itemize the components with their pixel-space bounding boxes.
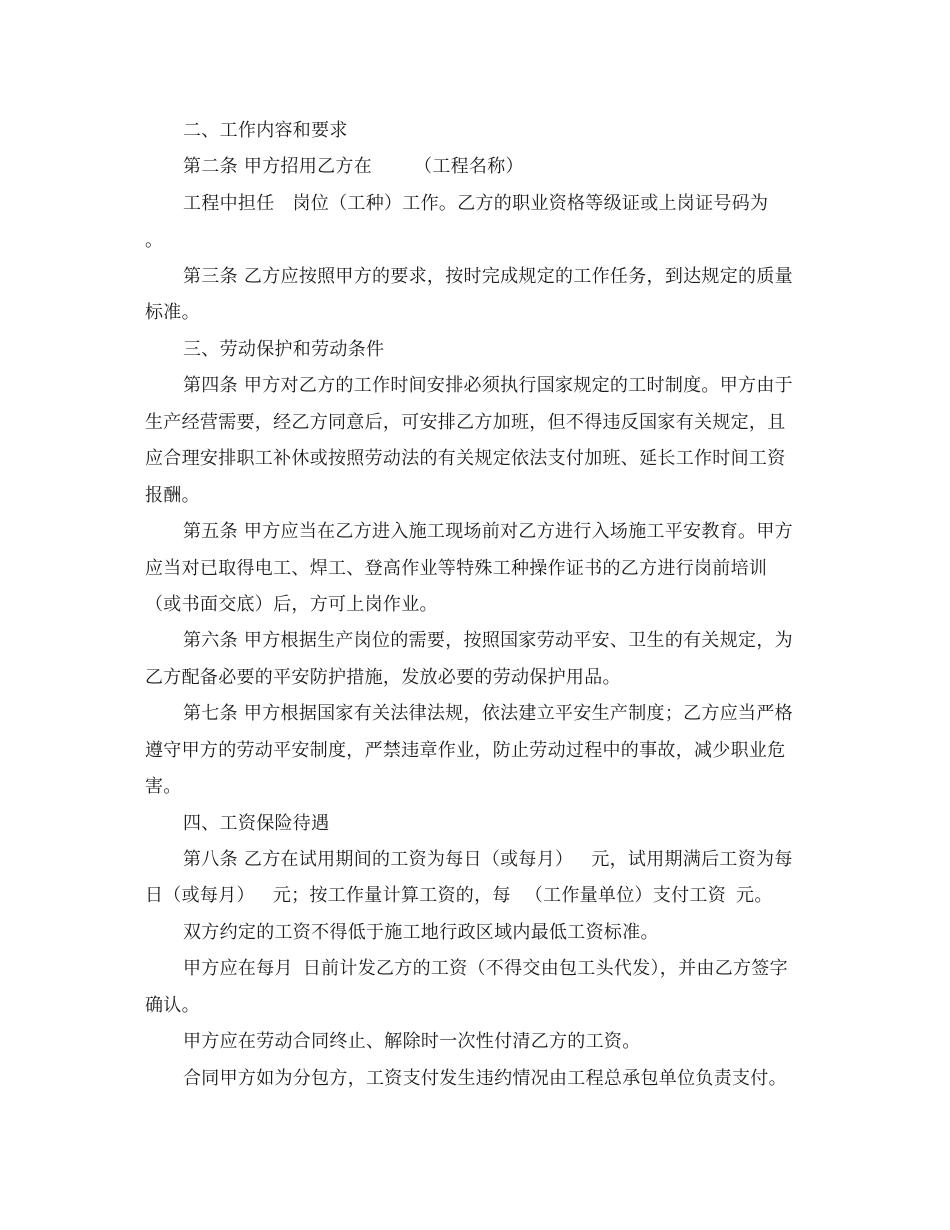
text-segment: 乙方配备必要的平安防护措施，发放必要的劳动保护用品。 [145, 667, 621, 688]
article-5-line-2 [145, 557, 815, 581]
article-6-line-2 [145, 666, 815, 690]
text-segment: 。 [145, 230, 164, 251]
section-heading-3 [183, 338, 815, 362]
section-heading-2 [183, 119, 815, 143]
article-4-line-2 [145, 411, 815, 435]
text-segment: 二、工作内容和要求 [183, 120, 348, 141]
text-segment: 标准。 [145, 302, 200, 323]
text-segment: 双方约定的工资不得低于施工地行政区域内最低工资标准。 [183, 922, 659, 943]
text-segment: 第四条 甲方对乙方的工作时间安排必须执行国家规定的工时制度。甲方由于 [183, 375, 793, 396]
text-segment: 甲方应在每月 [183, 958, 293, 979]
text-segment: （或书面交底）后，方可上岗作业。 [145, 594, 438, 615]
text-segment: 第八条 乙方在试用期间的工资为每日（或每月） [183, 849, 574, 870]
text-segment: 第七条 甲方根据国家有关法律法规，依法建立平安生产制度；乙方应当严格 [183, 703, 793, 724]
text-segment: 报酬。 [145, 485, 200, 506]
article-3-line-2 [145, 301, 815, 325]
text-segment: 合同甲方如为分包方，工资支付发生违约情况由工程总承包单位负责支付。 [183, 1068, 787, 1089]
text-segment: 遵守甲方的劳动平安制度，严禁违章作业，防止劳动过程中的事故，减少职业危 [145, 740, 786, 761]
article-8-line-2 [145, 884, 815, 908]
text-segment: 元。 [736, 885, 773, 906]
wage-settlement-line [183, 1030, 815, 1054]
text-segment: 工程中担任 [183, 193, 275, 214]
text-segment: 第五条 甲方应当在乙方进入施工现场前对乙方进行入场施工平安教育。甲方 [183, 521, 793, 542]
text-segment: （工作量单位）支付工资 [524, 885, 727, 906]
wage-payday-line-1 [183, 957, 815, 981]
article-5-line-3 [145, 593, 815, 617]
article-4-line-4 [145, 484, 815, 508]
text-segment: 岗位（工种）工作。乙方的职业资格等级证或上岗证号码为 [292, 193, 769, 214]
text-segment: 三、劳动保护和劳动条件 [183, 339, 385, 360]
text-segment: 确认。 [145, 995, 200, 1016]
text-segment: 甲方应在劳动合同终止、解除时一次性付清乙方的工资。 [183, 1031, 641, 1052]
text-segment: 四、工资保险待遇 [183, 813, 330, 834]
article-4-line-1 [183, 374, 815, 398]
section-heading-4 [183, 812, 815, 836]
text-segment: 日前计发乙方的工资（不得交由包工头代发），并由乙方签字 [302, 958, 788, 979]
text-segment: 元，试用期满后工资为每 [591, 849, 793, 870]
text-segment: 日（或每月） [145, 885, 255, 906]
text-segment: 生产经营需要，经乙方同意后，可安排乙方加班，但不得违反国家有关规定，且 [145, 412, 786, 433]
article-7-line-2 [145, 739, 815, 763]
wage-payday-line-2 [145, 994, 815, 1018]
text-segment: 第二条 甲方招用乙方在 [183, 156, 373, 177]
subcontractor-wage-line [183, 1067, 815, 1091]
text-segment: 应当对已取得电工、焊工、登高作业等特殊工种操作证书的乙方进行岗前培训 [145, 558, 768, 579]
article-2-line-1 [183, 155, 815, 179]
wage-minimum-line [183, 921, 815, 945]
article-2-line-2 [183, 192, 815, 216]
article-2-line-3 [145, 229, 815, 253]
article-5-line-1 [183, 520, 815, 544]
article-3-line-1 [183, 265, 815, 289]
article-7-line-3 [145, 775, 815, 799]
text-segment: 元；按工作量计算工资的，每 [272, 885, 511, 906]
article-6-line-1 [183, 629, 815, 653]
text-segment: 第三条 乙方应按照甲方的要求，按时完成规定的工作任务，到达规定的质量 [183, 266, 793, 287]
text-segment: 应合理安排职工补休或按照劳动法的有关规定依法支付加班、延长工作时间工资 [145, 448, 786, 469]
text-segment: 害。 [145, 776, 182, 797]
article-8-line-1 [183, 848, 815, 872]
article-7-line-1 [183, 702, 815, 726]
text-segment: 第六条 甲方根据生产岗位的需要，按照国家劳动平安、卫生的有关规定，为 [183, 630, 793, 651]
text-segment: （工程名称） [414, 156, 524, 177]
article-4-line-3 [145, 447, 815, 471]
